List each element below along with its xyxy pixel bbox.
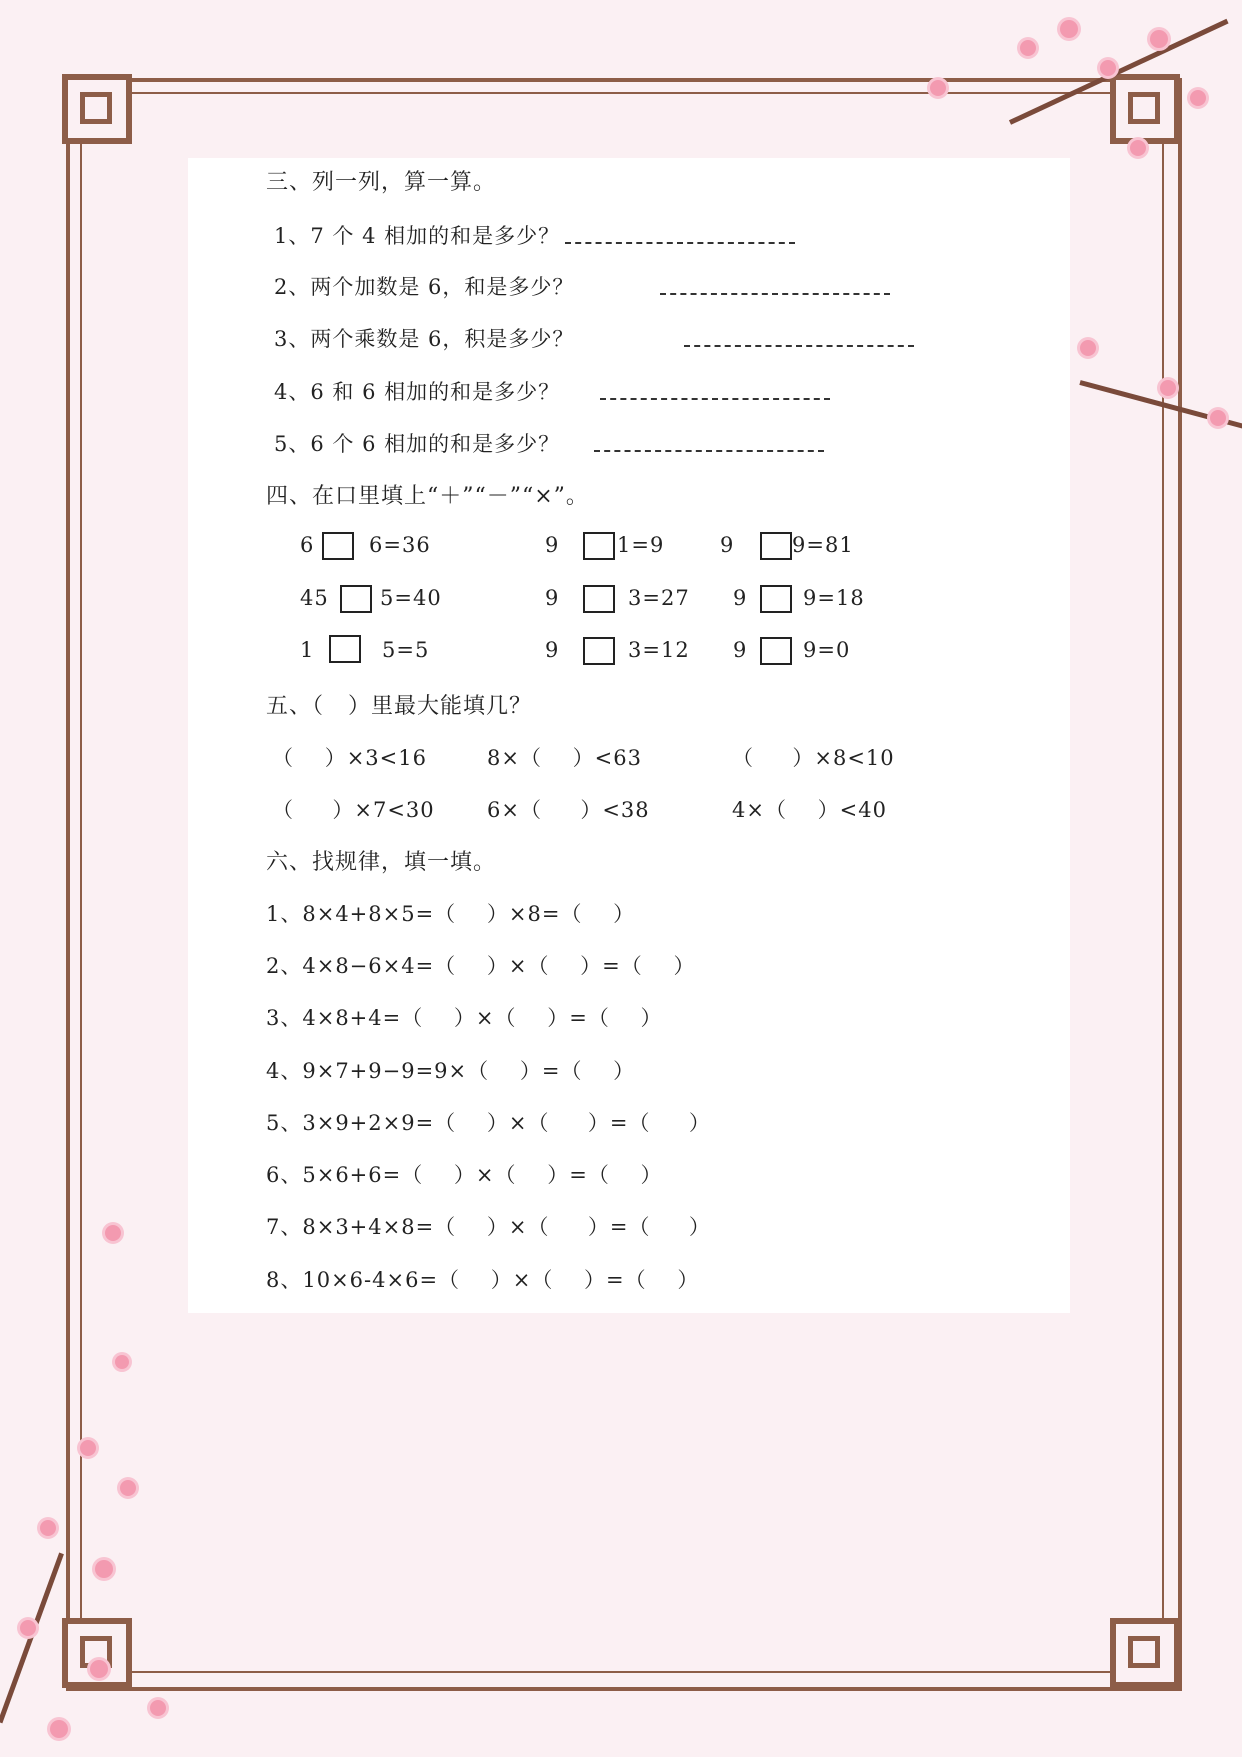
question-1: 1、7 个 4 相加的和是多少？: [274, 224, 561, 248]
corner-ornament: [1110, 74, 1180, 144]
section4-title: 四、在口里填上“＋”“－”“×”。: [266, 484, 589, 509]
answer-line-4[interactable]: [600, 398, 830, 400]
operand: 9: [733, 586, 748, 610]
question-5: 5、6 个 6 相加的和是多少？: [274, 432, 561, 456]
operand: 9=18: [803, 586, 865, 610]
operand: 9=81: [792, 533, 854, 557]
operator-box[interactable]: [760, 585, 792, 613]
inequality: 8×（ ）<63: [487, 746, 642, 770]
corner-ornament: [1110, 1618, 1180, 1688]
pattern-item: 2、4×8−6×4=（ ）×（ ）=（ ）: [266, 954, 696, 978]
answer-line-1[interactable]: [565, 242, 795, 244]
pattern-item: 8、10×6-4×6=（ ）×（ ）=（ ）: [266, 1268, 700, 1292]
operand: 9: [545, 533, 560, 557]
operand: 3=27: [628, 586, 690, 610]
pattern-item: 7、8×3+4×8=（ ）×（ ）=（ ）: [266, 1215, 711, 1239]
inequality: 4×（ ）<40: [732, 798, 887, 822]
inequality: （ ）×8<10: [732, 746, 895, 770]
operand: 9=0: [803, 638, 851, 662]
operator-box[interactable]: [583, 532, 615, 560]
operand: 9: [720, 533, 735, 557]
operator-box[interactable]: [322, 532, 354, 560]
question-3: 3、两个乘数是 6，积是多少？: [274, 327, 575, 351]
pattern-item: 3、4×8+4=（ ）×（ ）=（ ）: [266, 1006, 663, 1030]
inequality: （ ）×3<16: [272, 746, 427, 770]
operand: 45: [300, 586, 329, 610]
answer-line-3[interactable]: [684, 345, 914, 347]
operand: 6=36: [369, 533, 431, 557]
operator-box[interactable]: [583, 585, 615, 613]
pattern-item: 6、5×6+6=（ ）×（ ）=（ ）: [266, 1163, 663, 1187]
operand: 1=9: [617, 533, 665, 557]
operand: 6: [300, 533, 315, 557]
operand: 9: [545, 638, 560, 662]
pattern-item: 4、9×7+9−9=9×（ ）=（ ）: [266, 1059, 636, 1083]
pattern-item: 5、3×9+2×9=（ ）×（ ）=（ ）: [266, 1111, 711, 1135]
pattern-item: 1、8×4+8×5=（ ）×8=（ ）: [266, 902, 636, 926]
inequality: 6×（ ）<38: [487, 798, 650, 822]
question-2: 2、两个加数是 6，和是多少？: [274, 275, 575, 299]
operand: 9: [733, 638, 748, 662]
operator-box[interactable]: [583, 637, 615, 665]
section5-title: 五、（ ）里最大能填几？: [266, 694, 532, 719]
operand: 5=5: [382, 638, 430, 662]
corner-ornament: [62, 74, 132, 144]
section3-title: 三、列一列，算一算。: [266, 170, 497, 195]
operator-box[interactable]: [760, 532, 792, 560]
operand: 9: [545, 586, 560, 610]
operand: 3=12: [628, 638, 690, 662]
operator-box[interactable]: [340, 585, 372, 613]
inequality: （ ）×7<30: [272, 798, 435, 822]
operand: 5=40: [380, 586, 442, 610]
operand: 1: [300, 638, 315, 662]
question-4: 4、6 和 6 相加的和是多少？: [274, 380, 561, 404]
section6-title: 六、找规律，填一填。: [266, 850, 497, 875]
operator-box[interactable]: [329, 635, 361, 663]
answer-line-5[interactable]: [594, 450, 824, 452]
answer-line-2[interactable]: [660, 293, 890, 295]
operator-box[interactable]: [760, 637, 792, 665]
